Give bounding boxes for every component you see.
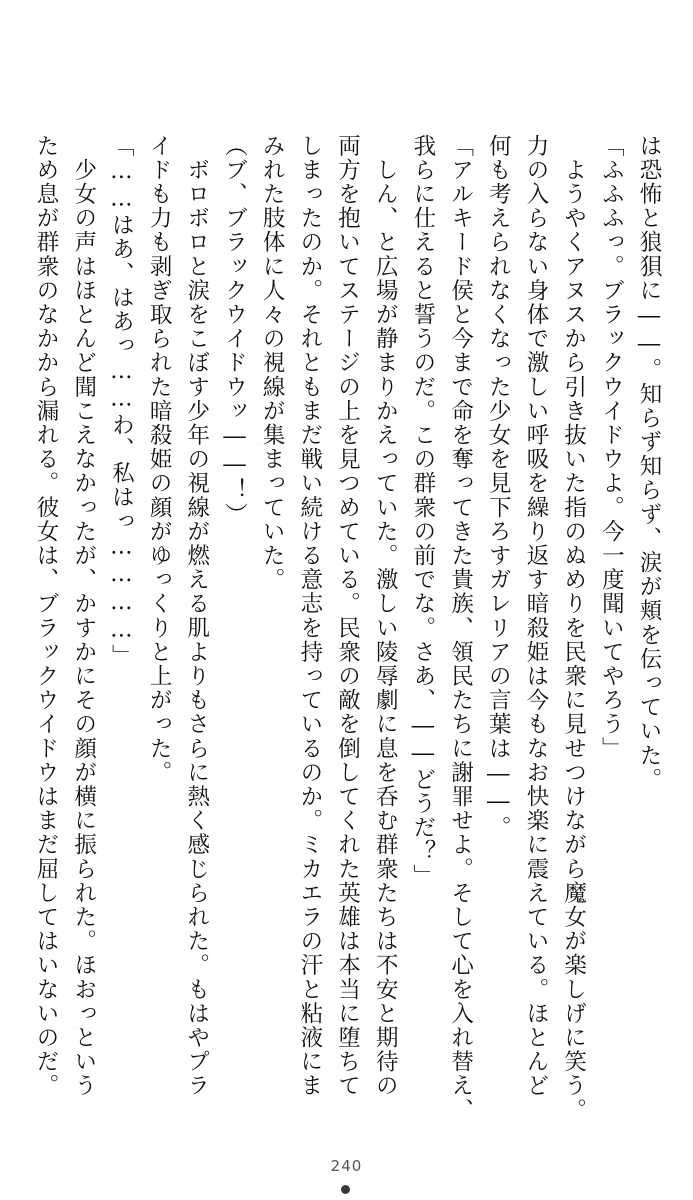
text-line: （ブ、ブラックウイドウッ――！） (221, 134, 248, 527)
page-number: 240 (330, 1157, 363, 1175)
text-line: ため息が群衆のなかから漏れる。彼女は、ブラックウイドウはまだ屈してはいないのだ。 (33, 134, 59, 1098)
text-line: 力の入らない身体で激しい呼吸を繰り返す暗殺姫は今もなお快楽に震えている。ほとんど (522, 134, 549, 1098)
text-line: 我らに仕えると誓うのだ。この群衆の前でな。さあ、――どうだ？」 (409, 134, 436, 889)
text-line: 何も考えられなくなった少女を見下ろすガレリアの言葉は――。 (485, 134, 512, 840)
text-line: 両方を抱いてステージの上を見つめている。民衆の敵を倒してくれた英雄は本当に堕ちて (334, 134, 361, 1098)
text-line: 「アルキード侯と今まで命を奪ってきた貴族、領民たちに謝罪せよ。そして心を入れ替え、 (447, 134, 474, 1123)
text-line: ようやくアヌスから引き抜いた指のぬめりを民衆に見せつけながら魔女が楽しげに笑う。 (560, 134, 587, 1123)
text-line: しまったのか。それともまだ戦い続ける意志を持っているのか。ミカエラの汗と粘液にま (296, 134, 323, 1098)
text-line: 「……はあ、はあっ……わ、私はっ…………」 (108, 134, 135, 669)
text-line: みれた肢体に人々の視線が集まっていた。 (259, 134, 286, 592)
text-line: ボロボロと涙をこぼす少年の視線が燃える肌よりもさらに熱く感じられた。もはやプラ (183, 134, 210, 1098)
text-line: しん、と広場が静まりかえっていた。激しい陵辱劇に息を呑む群衆たちは不安と期待の (372, 134, 399, 1098)
text-line: 「ふふふっ。ブラックウイドウよ。今一度聞いてやろう」 (598, 134, 625, 761)
text-line: は恐怖と狼狽に――。知らず知らず、涙が頬を伝っていた。 (636, 134, 662, 792)
text-line: 少女の声はほとんど聞こえなかったが、かすかにその顔が横に振られた。ほおっという (70, 134, 97, 1098)
body-text (32, 134, 662, 1134)
folio-dot-icon (341, 1185, 350, 1194)
text-line: イドも力も剥ぎ取られた暗殺姫の顔がゆっくりと上がった。 (146, 134, 173, 785)
